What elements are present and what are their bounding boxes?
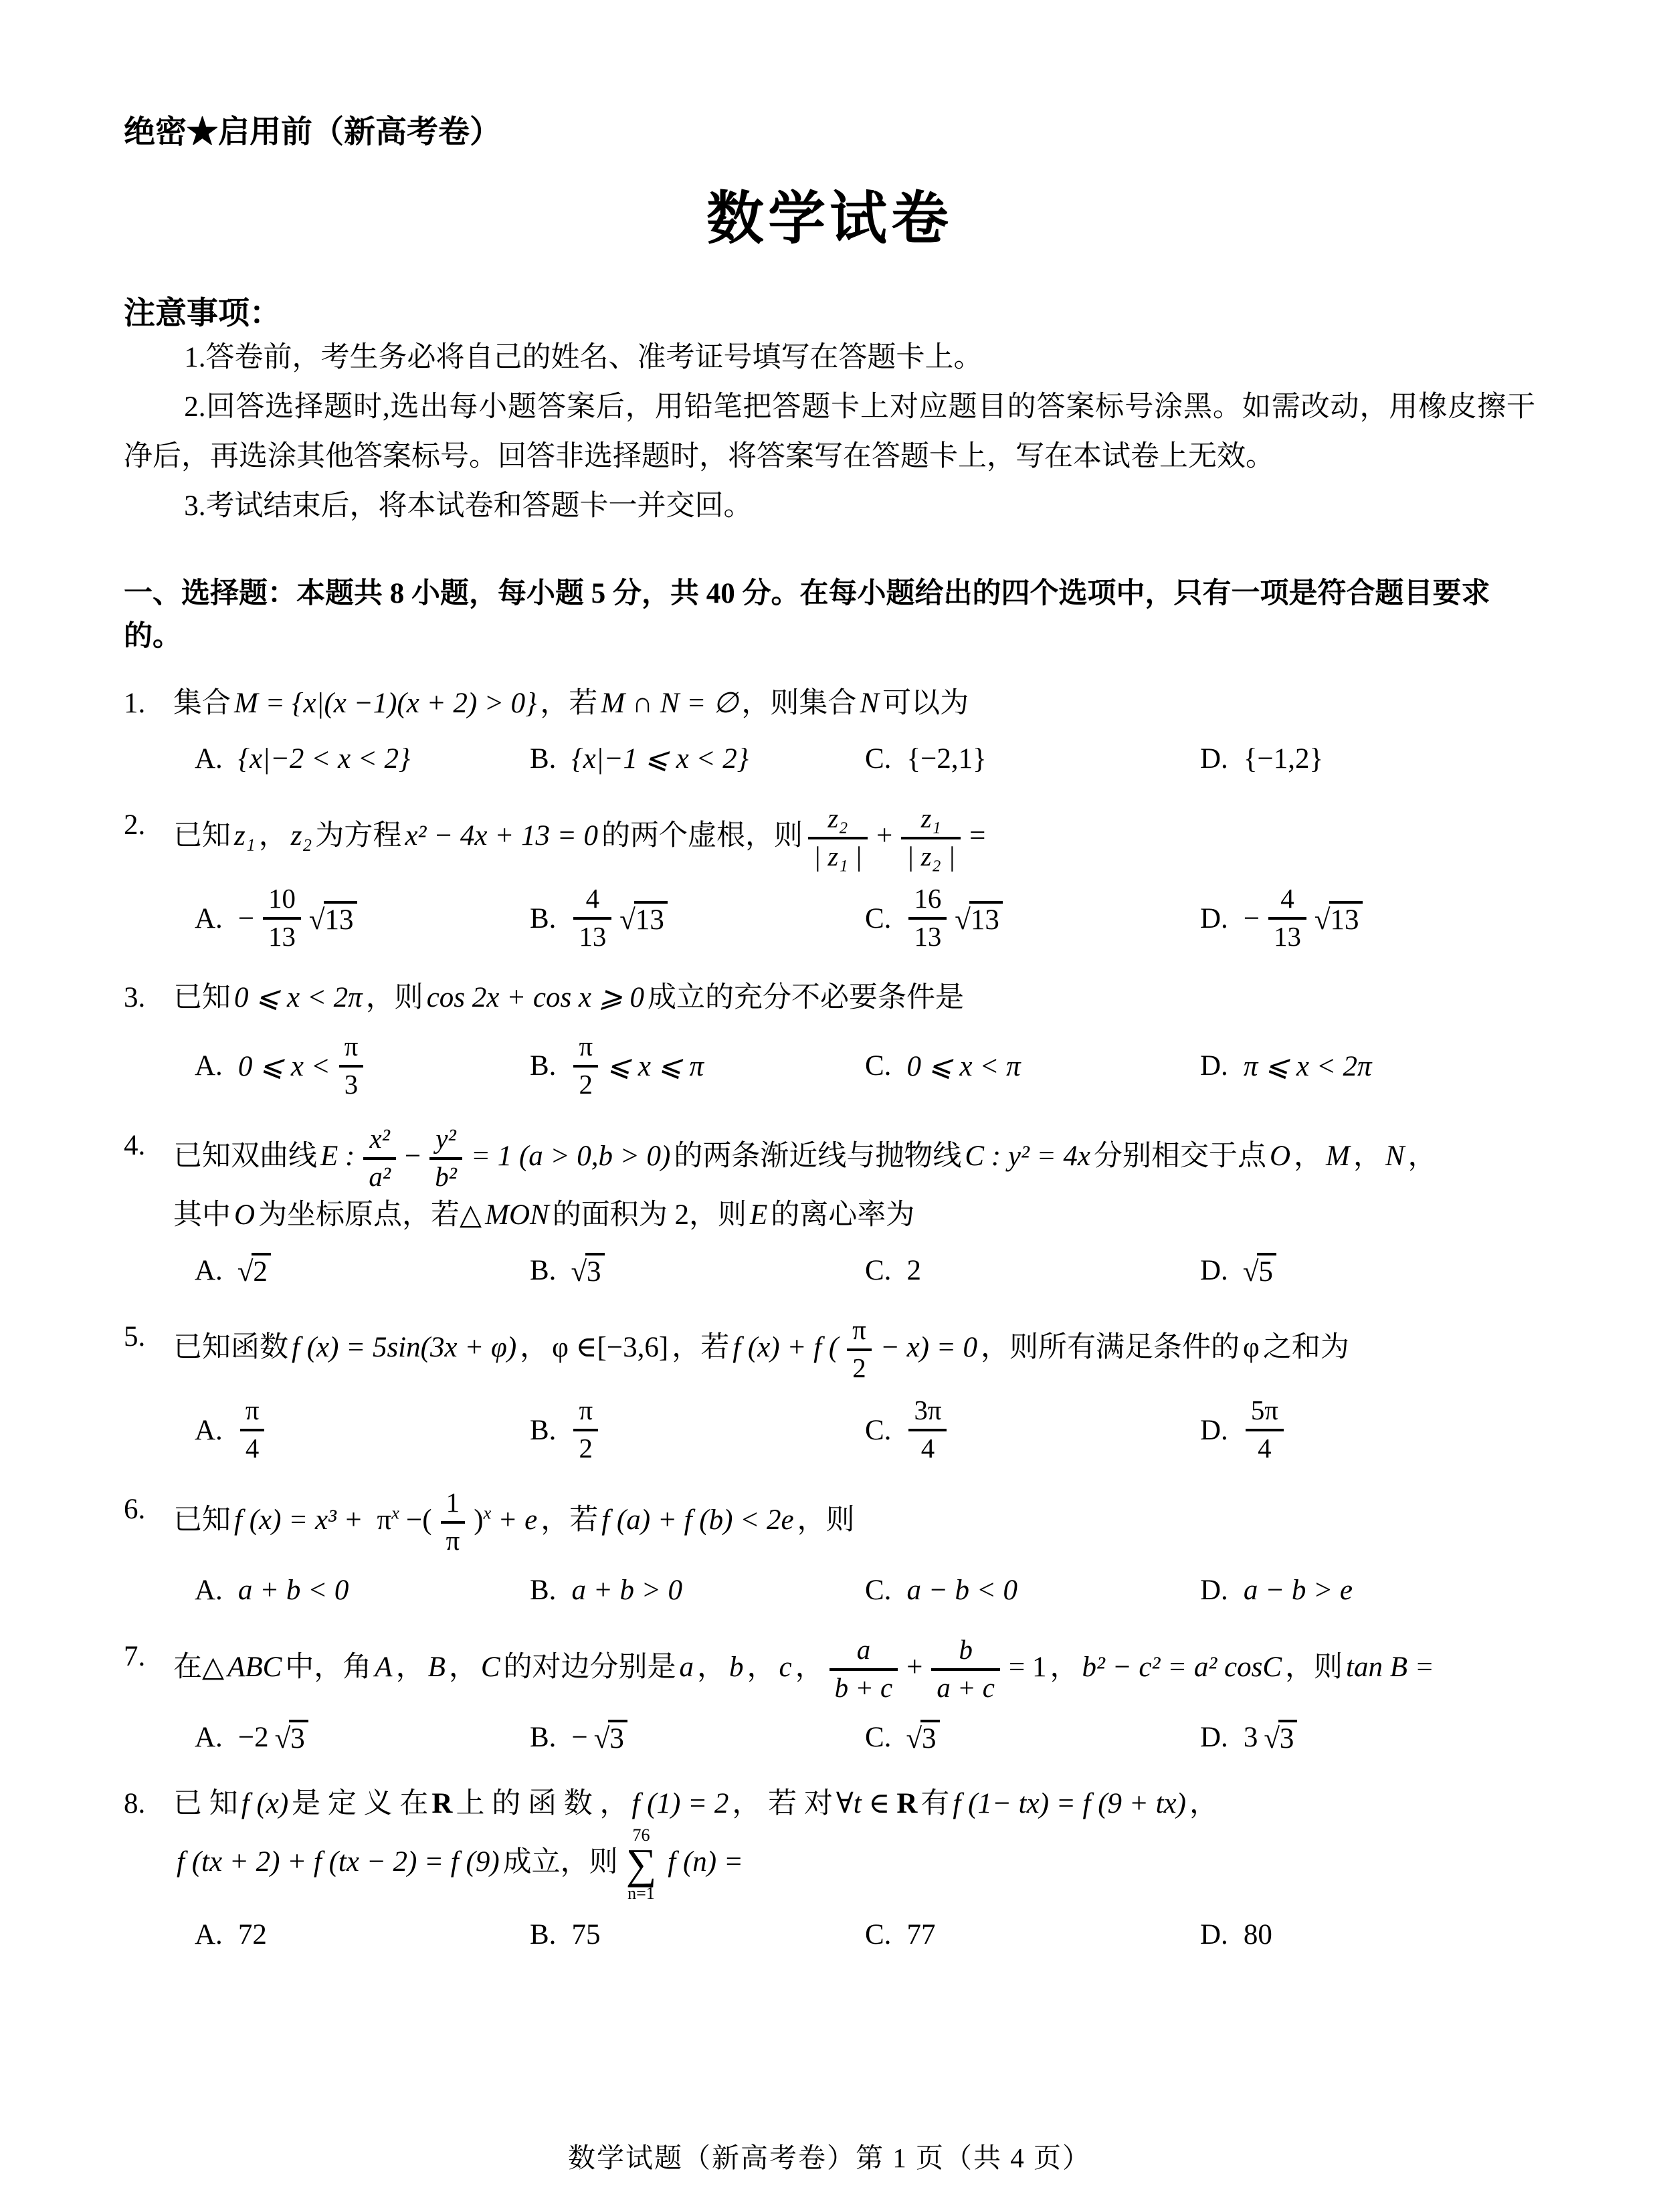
question-stem-row: [124, 1782, 1535, 1902]
option-content: a − b > e: [1243, 1574, 1353, 1606]
question-stem-row: [124, 1124, 1535, 1238]
option-label: A.: [195, 1721, 223, 1753]
note-item-2: 2.回答选择题时,选出每小题答案后，用铅笔把答题卡上对应题目的答案标号涂黑。如需改动，用橡皮擦干净后，再选涂其他答案标号。回答非选择题时，将答案写在答题卡上，写在本试卷上无效。: [124, 391, 1535, 472]
note-item-3: 3.考试结束后，将本试卷和答题卡一并交回。: [184, 490, 753, 522]
question-number: 8.: [124, 1788, 146, 1820]
option-label: A.: [195, 902, 223, 934]
option-content: {x|−1 ⩽ x < 2}: [571, 743, 749, 775]
question-stem: 已知双曲线 E : $\frac{\text{x²}}{\text{a²}}$ − $\frac{\text{y²}}{\text{b²}}$ = 1 (a > 0,b > 0) 的两条渐近线与抛物线 C : y² = 4x 分别相交于点 O ， M ， N ， 其中 O 为坐标原点，若△ MON 的面积为 2，则 E 的离心率为: [173, 1123, 1437, 1231]
option-B: [530, 1248, 865, 1292]
option-C: [865, 1913, 1200, 1957]
option-content: 80: [1243, 1919, 1272, 1951]
option-content: 3 √ 3: [1240, 1720, 1300, 1755]
option-label: C.: [865, 1414, 892, 1446]
option-B: [530, 1395, 865, 1465]
option-content: 72: [237, 1919, 267, 1951]
question-stem-row: [124, 976, 1535, 1021]
option-label: C.: [865, 1721, 892, 1753]
option-label: A.: [195, 1574, 223, 1606]
option-A: [195, 1248, 530, 1292]
option-A: [195, 736, 530, 781]
option-C: [865, 1568, 1200, 1612]
option-content: a + b < 0: [237, 1574, 349, 1606]
question-stem: 已知 f $(x) = x^3 + \pi^x$ −( $\frac{1}{\pi}$ )$^x$ + e ，若 f (a) + f (b) < 2e ，则: [173, 1488, 855, 1556]
option-content: 0 ⩽ x < π: [906, 1050, 1021, 1082]
option-content: − √ 3: [568, 1720, 629, 1755]
question-3: [124, 976, 1535, 1101]
question-stem: 已知 z₁ ， z₂ 为方程 x² − 4x + 13 = 0 的两个虚根，则 $\frac{\text{z₂}}{\text{| z₁ |}}$ + $\frac{\text{z₁}}{\text{| z₂ |}}$ =: [173, 803, 986, 872]
question-number: 3.: [124, 982, 146, 1014]
option-content: $\frac{\pi}{2}$ ⩽ x ⩽ π: [568, 1031, 707, 1101]
options-row: [124, 1568, 1535, 1612]
option-content: $\frac{4}{13}$ √ 13: [568, 884, 670, 953]
question-6: [124, 1488, 1535, 1612]
question-stem-row: [124, 803, 1535, 873]
option-C: [865, 1031, 1200, 1101]
option-content: 75: [571, 1919, 601, 1951]
option-C: [865, 884, 1200, 953]
option-content: √ 3: [568, 1253, 607, 1288]
question-list: [124, 659, 1535, 1957]
option-label: D.: [1200, 742, 1228, 775]
question-number: 4.: [124, 1129, 146, 1161]
option-content: √ 5: [1240, 1253, 1279, 1288]
question-stem: 已知 0 ⩽ x < 2π ，则 cos 2x + cos x ⩾ 0 成立的充分不必要条件是: [173, 982, 965, 1014]
option-label: D.: [1200, 1721, 1228, 1753]
option-B: [530, 736, 865, 781]
question-stem-row: [124, 1315, 1535, 1385]
question-stem: 已 知 f (x) 是 定 义 在 R 上 的 函 数 ， f (1) = 2 ， 若 对 ∀t ∈ R 有 f (1− tx) = f (9 + tx) ， f (tx + 2) + f (tx − 2) = f (9) 成立，则 76 ∑ n=1 f (n) =: [173, 1788, 1218, 1903]
options-row: [124, 1913, 1535, 1957]
option-content: $\frac{\pi}{4}$: [235, 1395, 270, 1465]
option-label: B.: [530, 1254, 557, 1286]
option-label: B.: [530, 1721, 557, 1753]
page-title: 数学试卷: [706, 187, 953, 251]
option-label: B.: [530, 1574, 557, 1606]
option-content: $\frac{5\pi}{4}$: [1240, 1395, 1289, 1465]
option-A: [195, 1395, 530, 1465]
option-D: [1200, 884, 1535, 953]
option-content: $\frac{16}{13}$ √ 13: [903, 884, 1005, 953]
option-label: C.: [865, 1574, 892, 1606]
option-content: π ⩽ x < 2π: [1243, 1050, 1372, 1082]
options-row: [124, 1031, 1535, 1101]
question-number: 7.: [124, 1641, 146, 1673]
option-D: [1200, 1715, 1535, 1759]
options-row: [124, 1395, 1535, 1465]
option-A: [195, 1913, 530, 1957]
option-content: a + b > 0: [571, 1574, 682, 1606]
classification-label: 绝密★启用前（新高考卷）: [124, 115, 501, 150]
option-content: {−1,2}: [1243, 742, 1324, 775]
option-content: − $\frac{4}{13}$ √ 13: [1240, 884, 1365, 953]
question-stem: 已知函数 f (x) = 5sin(3x + φ) ， φ ∈[−3,6] ，若 f (x) + f ( $\frac{\pi}{2}$ − x) = 0 ，则所有满足条件的 φ 之和为: [173, 1315, 1349, 1384]
note-item-1: 1.答卷前，考生务必将自己的姓名、准考证号填写在答题卡上。: [184, 342, 983, 373]
option-label: A.: [195, 1050, 223, 1082]
option-D: [1200, 1395, 1535, 1465]
question-stem: 集合 M = {x|(x −1)(x + 2) > 0} ，若 M ∩ N = ∅ ，则集合 N 可以为: [173, 687, 969, 719]
option-label: C.: [865, 1919, 892, 1951]
question-stem-row: [124, 1488, 1535, 1557]
option-C: [865, 736, 1200, 781]
option-B: [530, 1568, 865, 1612]
option-content: √ 2: [235, 1253, 274, 1288]
option-content: 2: [906, 1254, 921, 1286]
options-row: [124, 884, 1535, 953]
option-label: A.: [195, 1254, 223, 1286]
question-7: [124, 1635, 1535, 1759]
question-4: [124, 1124, 1535, 1293]
option-content: {x|−2 < x < 2}: [237, 742, 411, 775]
option-label: B.: [530, 1414, 557, 1446]
option-C: [865, 1248, 1200, 1292]
option-label: B.: [530, 902, 557, 934]
question-2: [124, 803, 1535, 953]
question-stem: 在△ ABC 中，角 A ， B ， C 的对边分别是 a ， b ， c ， $\frac{a}{b + c}$ + $\frac{b}{a + c}$ = 1 ， b² − c² = a² cosC ，则 tan B =: [173, 1635, 1434, 1704]
option-A: [195, 1568, 530, 1612]
option-D: [1200, 1248, 1535, 1292]
option-content: √ 3: [903, 1720, 942, 1755]
option-content: a − b < 0: [906, 1574, 1017, 1606]
page-footer: 数学试题（新高考卷）第 1 页（共 4 页）: [568, 2142, 1091, 2173]
option-label: D.: [1200, 1919, 1228, 1951]
option-B: [530, 884, 865, 953]
option-B: [530, 1031, 865, 1101]
question-8: [124, 1782, 1535, 1956]
question-1: [124, 682, 1535, 781]
option-content: 0 ⩽ x < $\frac{\pi}{3}$: [235, 1031, 369, 1101]
option-content: $\frac{3\pi}{4}$: [903, 1395, 952, 1465]
option-A: [195, 1715, 530, 1759]
question-number: 5.: [124, 1321, 146, 1353]
option-B: [530, 1913, 865, 1957]
option-label: D.: [1200, 1050, 1228, 1082]
options-row: [124, 1248, 1535, 1292]
options-row: [124, 1715, 1535, 1759]
option-B: [530, 1715, 865, 1759]
option-label: A.: [195, 1414, 223, 1446]
option-D: [1200, 1031, 1535, 1101]
option-content: {−2,1}: [906, 742, 987, 775]
option-label: A.: [195, 1919, 223, 1951]
option-label: B.: [530, 742, 557, 775]
question-stem-row: [124, 1635, 1535, 1704]
option-label: D.: [1200, 1254, 1228, 1286]
option-label: B.: [530, 1919, 557, 1951]
option-C: [865, 1395, 1200, 1465]
question-5: [124, 1315, 1535, 1465]
question-number: 6.: [124, 1494, 146, 1526]
option-label: C.: [865, 1050, 892, 1082]
option-content: − $\frac{10}{13}$ √ 13: [235, 884, 360, 953]
option-label: A.: [195, 742, 223, 775]
option-label: D.: [1200, 902, 1228, 934]
option-label: C.: [865, 902, 892, 934]
question-number: 2.: [124, 809, 146, 841]
options-row: [124, 736, 1535, 781]
option-A: [195, 884, 530, 953]
notes-heading: 注意事项：: [124, 296, 281, 331]
section-heading: 一、选择题：本题共 8 小题，每小题 5 分，共 40 分。在每小题给出的四个选项中，只有一项是符合题目要求的。: [124, 577, 1490, 653]
option-D: [1200, 1913, 1535, 1957]
option-content: −2 √ 3: [235, 1720, 311, 1755]
option-content: 77: [906, 1919, 936, 1951]
option-D: [1200, 1568, 1535, 1612]
option-C: [865, 1715, 1200, 1759]
option-A: [195, 1031, 530, 1101]
option-label: D.: [1200, 1414, 1228, 1446]
option-label: D.: [1200, 1574, 1228, 1606]
option-content: $\frac{\pi}{2}$: [568, 1395, 603, 1465]
option-label: C.: [865, 1254, 892, 1286]
question-number: 1.: [124, 687, 146, 719]
option-label: C.: [865, 742, 892, 775]
option-D: [1200, 736, 1535, 781]
question-stem-row: [124, 682, 1535, 726]
option-label: B.: [530, 1050, 557, 1082]
